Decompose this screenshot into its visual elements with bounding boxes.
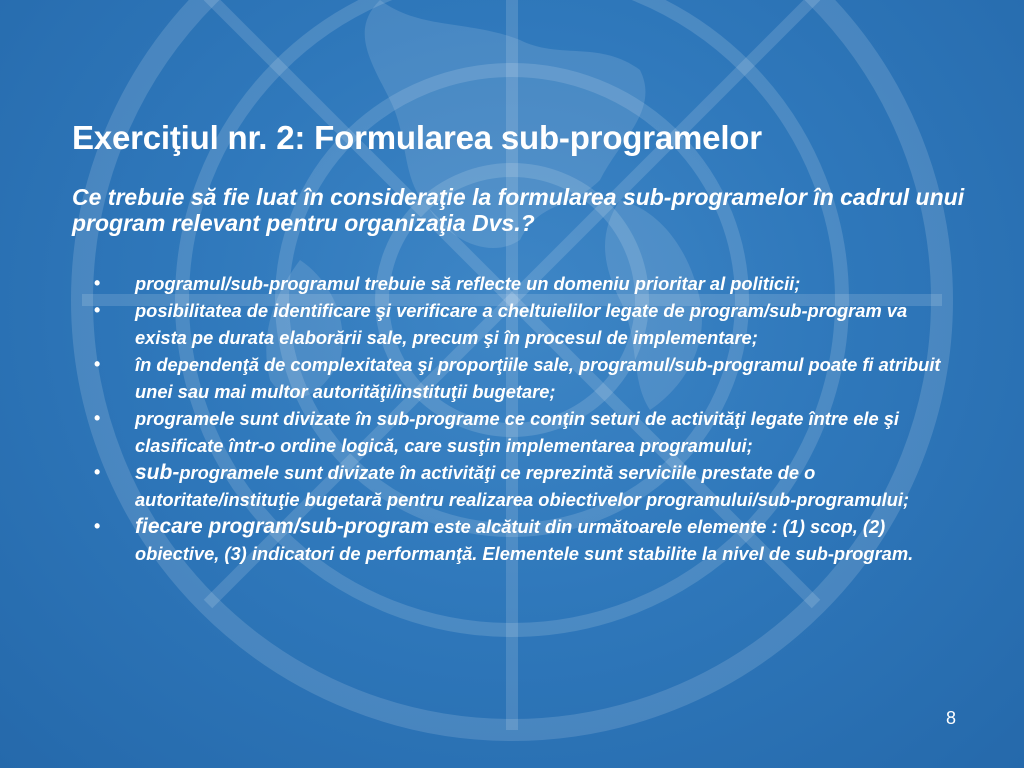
bullet-icon: • [94, 408, 101, 428]
bullet-text: programul/sub-programul trebuie să reflecte un domeniu prioritar al politicii; [135, 273, 801, 294]
bullet-item [92, 270, 952, 297]
bullet-icon: • [94, 462, 101, 482]
slide-title: Exerciţiul nr. 2: Formularea sub-programelor [72, 119, 762, 156]
bullet-lead: sub- [135, 461, 180, 484]
page-number: 8 [946, 708, 957, 728]
bullet-item [92, 351, 952, 405]
bullet-text: în dependenţă de complexitatea şi proporţiile sale, programul/sub-programul poate fi atribuit unei sau mai multor autorităţi/instituţii bugetare; [135, 354, 941, 402]
slide-subtitle: Ce trebuie să fie luat în consideraţie la formularea sub-programelor în cadrul unui program relevant pentru organizaţia Dvs.? [72, 184, 965, 236]
bullet-icon: • [94, 300, 101, 320]
bullet-text: este alcătuit din următoarele elemente : (1) scop, (2) obiective, (3) indicatori de performanţă. Elementele sunt stabilite la nivel de sub-program. [135, 516, 914, 564]
bullet-icon: • [94, 516, 101, 536]
bullet-list [92, 270, 952, 567]
bullet-text: programele sunt divizate în sub-programe ce conţin seturi de activităţi legate între ele şi clasificate într-o ordine logică, care susţin implementarea programului; [135, 408, 899, 456]
bullet-item [92, 459, 952, 513]
bullet-item [92, 297, 952, 351]
bullet-icon: • [94, 354, 101, 374]
bullet-item [92, 405, 952, 459]
bullet-text: programele sunt divizate în activităţi ce reprezintă serviciile prestate de o autoritate/instituţie bugetară pentru realizarea obiectivelor programului/sub-programului; [135, 462, 910, 510]
bullet-icon: • [94, 273, 101, 293]
bullet-item [92, 513, 952, 567]
bullet-text: posibilitatea de identificare şi verificare a cheltuielilor legate de program/sub-program va exista pe durata elaborării sale, precum şi în procesul de implementare; [135, 300, 908, 348]
bullet-lead: fiecare program/sub-program [135, 515, 430, 538]
